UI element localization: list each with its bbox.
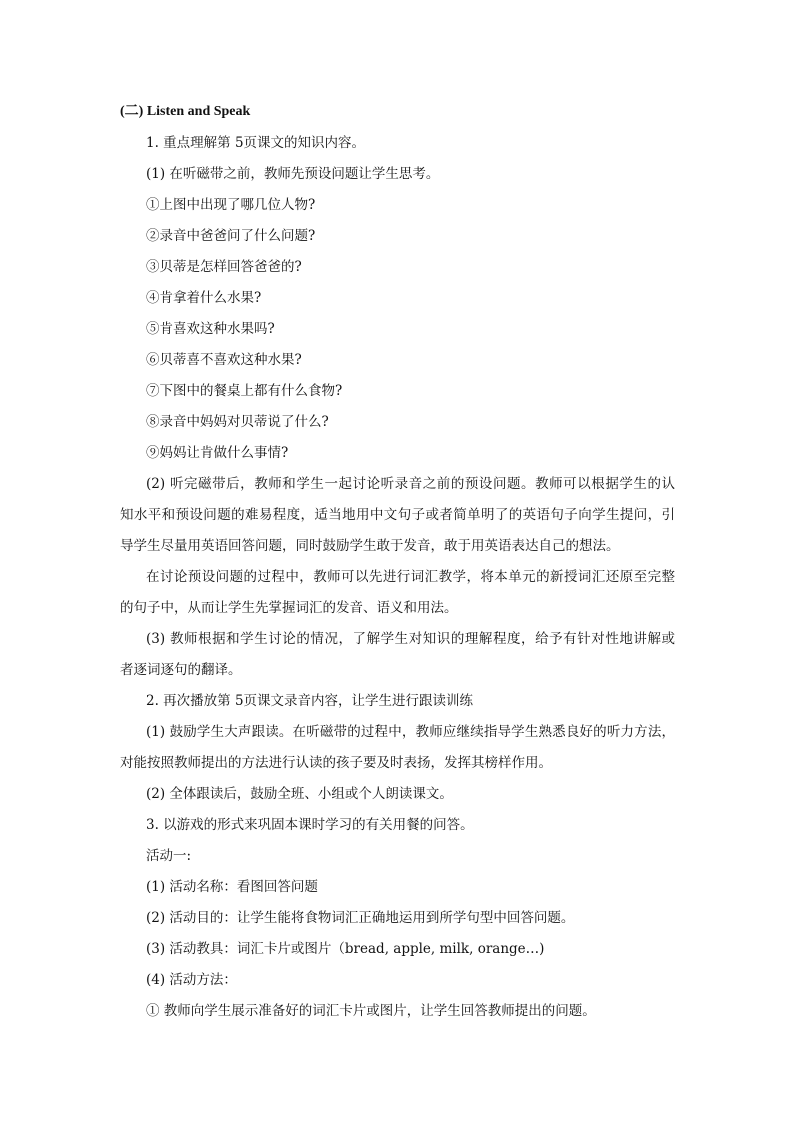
paragraph-line: 导学生尽量用英语回答问题，同时鼓励学生敢于发音，敢于用英语表达自己的想法。 [120, 538, 620, 554]
paragraph-line: (3) 教师根据和学生讨论的情况，了解学生对知识的理解程度，给予有针对性地讲解或 [146, 631, 675, 647]
paragraph-line: 活动一: [146, 848, 192, 864]
paragraph-line: (2) 全体跟读后，鼓励全班、小组或个人朗读课文。 [146, 786, 453, 802]
list-item: (1) 活动名称：看图回答问题 [146, 879, 318, 895]
paragraph-line: 者逐词逐句的翻译。 [120, 662, 242, 678]
section-heading: (二) Listen and Speak [120, 104, 251, 119]
list-item: ⑨妈妈让肯做什么事情? [146, 445, 289, 461]
paragraph-line: (2) 听完磁带后，教师和学生一起讨论听录音之前的预设问题。教师可以根据学生的认 [146, 476, 675, 492]
list-item: ⑧录音中妈妈对贝蒂说了什么? [146, 414, 329, 430]
list-item: ①上图中出现了哪几位人物? [146, 197, 316, 213]
paragraph-line: 2. 再次播放第 5页课文录音内容，让学生进行跟读训练 [146, 693, 474, 709]
paragraph-line: (1) 在听磁带之前，教师先预设问题让学生思考。 [146, 166, 440, 182]
paragraph-line: 3. 以游戏的形式来巩固本课时学习的有关用餐的问答。 [146, 817, 474, 833]
list-item: ① 教师向学生展示准备好的词汇卡片或图片，让学生回答教师提出的问题。 [146, 1003, 596, 1019]
list-item: ⑥贝蒂喜不喜欢这种水果? [146, 352, 302, 368]
list-item: ③贝蒂是怎样回答爸爸的? [146, 259, 302, 275]
list-item: (3) 活动教具：词汇卡片或图片（bread, apple, milk, orange…) [146, 941, 545, 957]
list-item: ④肯拿着什么水果? [146, 290, 262, 306]
paragraph-line: 知水平和预设问题的难易程度，适当地用中文句子或者简单明了的英语句子向学生提问，引 [120, 507, 675, 523]
list-item: (4) 活动方法： [146, 972, 237, 988]
paragraph-line: 1. 重点理解第 5页课文的知识内容。 [146, 135, 366, 151]
paragraph-line: (1) 鼓励学生大声跟读。在听磁带的过程中，教师应继续指导学生熟悉良好的听力方法， [146, 724, 675, 740]
paragraph-line: 的句子中，从而让学生先掌握词汇的发音、语义和用法。 [120, 600, 458, 616]
list-item: ②录音中爸爸问了什么问题? [146, 228, 316, 244]
list-item: (2) 活动目的：让学生能将食物词汇正确地运用到所学句型中回答问题。 [146, 910, 575, 926]
list-item: ⑤肯喜欢这种水果吗? [146, 321, 275, 337]
list-item: ⑦下图中的餐桌上都有什么食物? [146, 383, 343, 399]
paragraph-line: 对能按照教师提出的方法进行认读的孩子要及时表扬，发挥其榜样作用。 [120, 755, 552, 771]
paragraph-line: 在讨论预设问题的过程中，教师可以先进行词汇教学，将本单元的新授词汇还原至完整 [146, 569, 675, 585]
